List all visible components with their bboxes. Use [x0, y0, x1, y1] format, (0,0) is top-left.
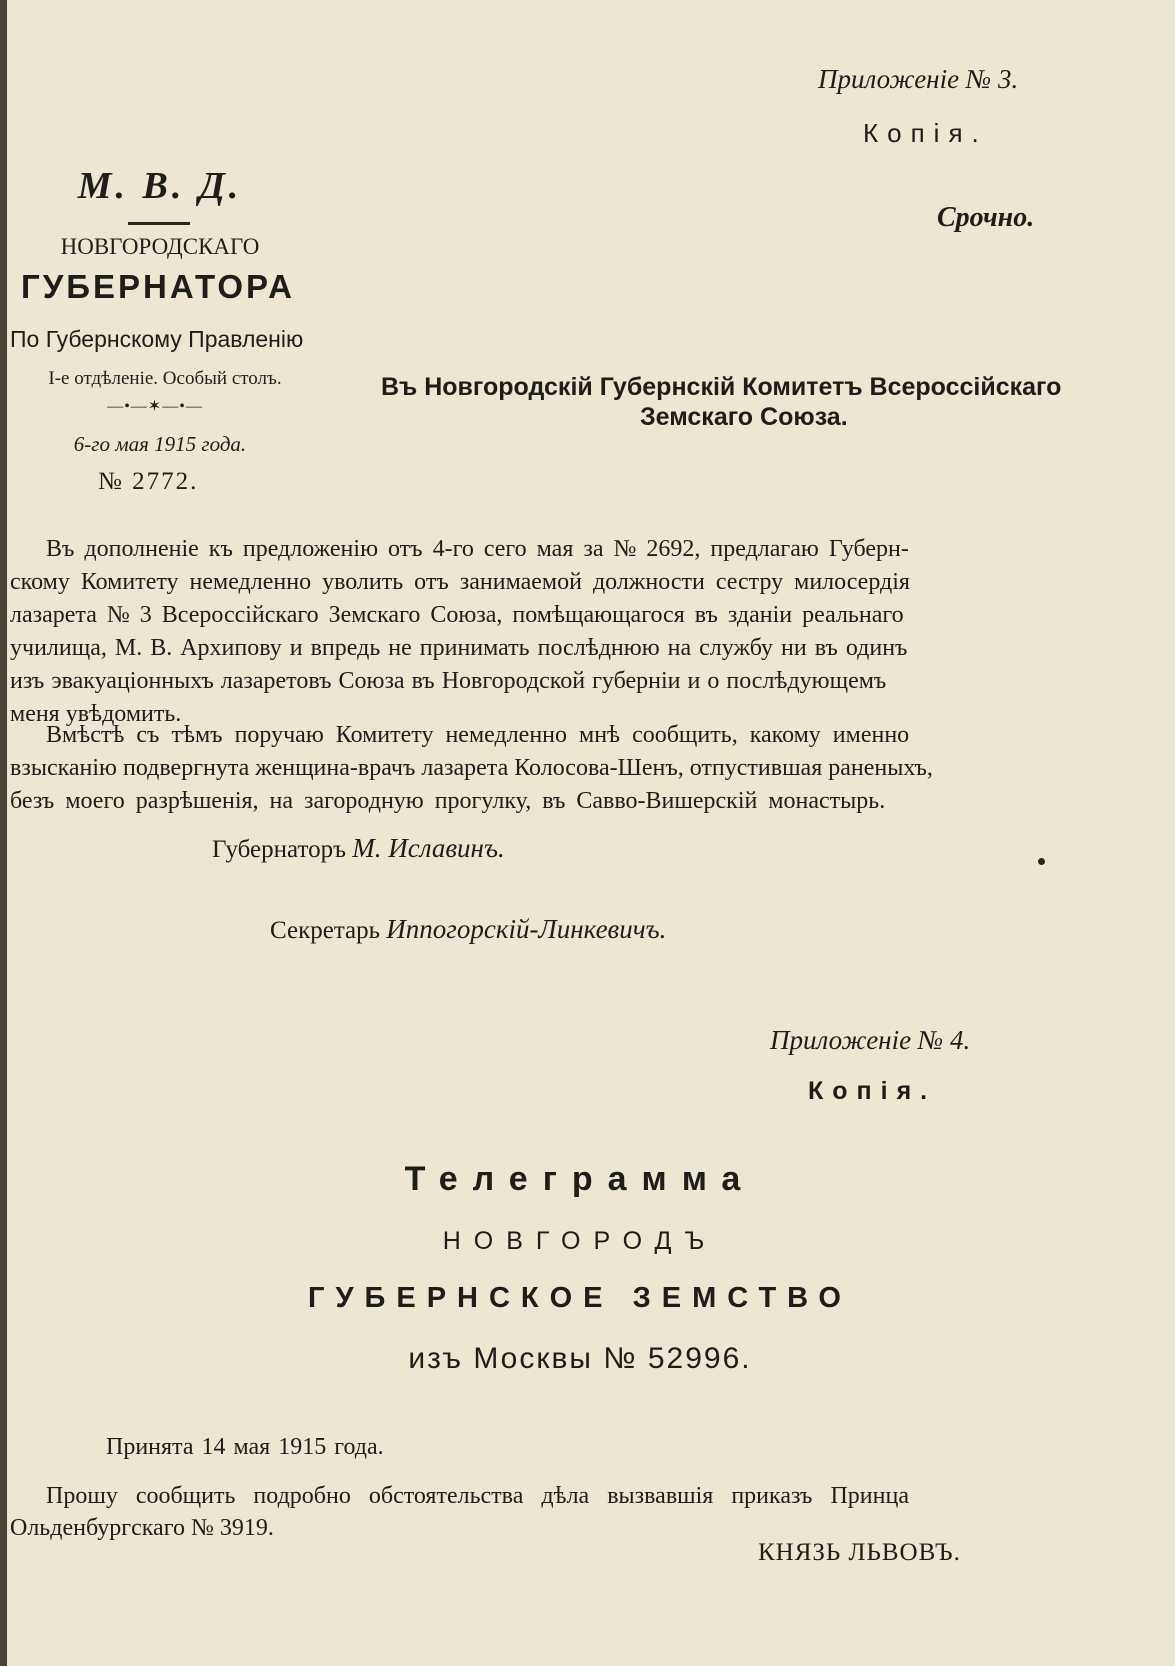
- paragraph-1-line: училища, М. В. Архипову и впредь не принимать послѣднюю на службу ни въ одинъ: [10, 635, 908, 661]
- signature-governor-title: Губернаторъ: [212, 836, 347, 863]
- letterhead-line4: I-е отдѣленіе. Особый столъ.: [48, 368, 282, 389]
- telegram-origin: изъ Москвы № 52996.: [408, 1342, 752, 1375]
- letterhead-number: № 2772.: [98, 468, 199, 495]
- paragraph-1-line: лазарета № 3 Всероссійскаго Земскаго Союза, помѣщающагося въ зданіи реальнаго: [10, 602, 904, 628]
- appendix-4-copy: Копія.: [808, 1077, 937, 1105]
- signature-governor-name: М. Иславинъ.: [352, 833, 505, 863]
- ink-dot: [1038, 858, 1045, 865]
- appendix-4-label: Приложенiе № 4.: [770, 1025, 971, 1055]
- telegram-heading: Телеграмма: [404, 1160, 756, 1198]
- paragraph-1-line: Въ дополненіе къ предложенію отъ 4-го сего мая за № 2692, предлагаю Губерн-: [46, 536, 909, 562]
- telegram-received: Принята 14 мая 1915 года.: [106, 1434, 384, 1460]
- page-edge-shadow: [0, 0, 7, 1666]
- telegram-signature: КНЯЗЬ ЛЬВОВЪ.: [758, 1539, 961, 1566]
- paragraph-1-line: скому Комитету немедленно уволить отъ занимаемой должности сестру милосердія: [10, 569, 910, 595]
- appendix-3-copy: Копія.: [863, 118, 988, 148]
- telegram-body-line: Прошу сообщить подробно обстоятельства дѣла вызвавшія приказъ Принца: [46, 1483, 909, 1509]
- telegram-addressee: ГУБЕРНСКОЕ ЗЕМСТВО: [308, 1282, 852, 1314]
- signature-secretary: [270, 914, 666, 945]
- paragraph-1-line: изъ эвакуаціонныхъ лазаретовъ Союза въ Новгородской губерніи и о послѣдующемъ: [10, 668, 887, 694]
- signature-secretary-title: Секретарь: [270, 917, 381, 944]
- addressee-line1: Въ Новгородскій Губернскій Комитетъ Всероссійскаго: [381, 373, 1062, 401]
- telegram-body-line: Ольденбургскаго № 3919.: [10, 1515, 274, 1541]
- paragraph-1-line: меня увѣдомить.: [10, 701, 182, 727]
- telegram-city: НОВГОРОДЪ: [442, 1227, 718, 1255]
- urgent-mark: Срочно.: [937, 202, 1035, 233]
- letterhead-line3: По Губернскому Правленію: [10, 326, 304, 352]
- letterhead-monogram: М. В. Д.: [77, 165, 243, 207]
- letterhead-rule: [128, 222, 190, 225]
- letterhead-date: 6-го мая 1915 года.: [73, 432, 247, 456]
- letterhead-line1: НОВГОРОДСКАГО: [60, 234, 260, 259]
- signature-governor: [212, 833, 505, 864]
- paragraph-2-line: Вмѣстѣ съ тѣмъ поручаю Комитету немедленно мнѣ сообщить, какому именно: [46, 722, 910, 748]
- addressee-line2: Земскаго Союза.: [640, 403, 848, 431]
- paragraph-2-line: безъ моего разрѣшенія, на загородную прогулку, въ Савво-Вишерскій монастырь.: [10, 788, 886, 814]
- signature-secretary-name: Иппогорскій-Линкевичъ.: [386, 914, 667, 944]
- paragraph-2-line: взысканію подвергнута женщина-врачъ лазарета Колосова-Шенъ, отпустившая раненыхъ,: [10, 755, 933, 781]
- appendix-3-label: Приложенiе № 3.: [818, 64, 1019, 94]
- letterhead-line2: ГУБЕРНАТОРА: [21, 268, 295, 305]
- letterhead-ornament: —•—✶—•—: [107, 398, 203, 415]
